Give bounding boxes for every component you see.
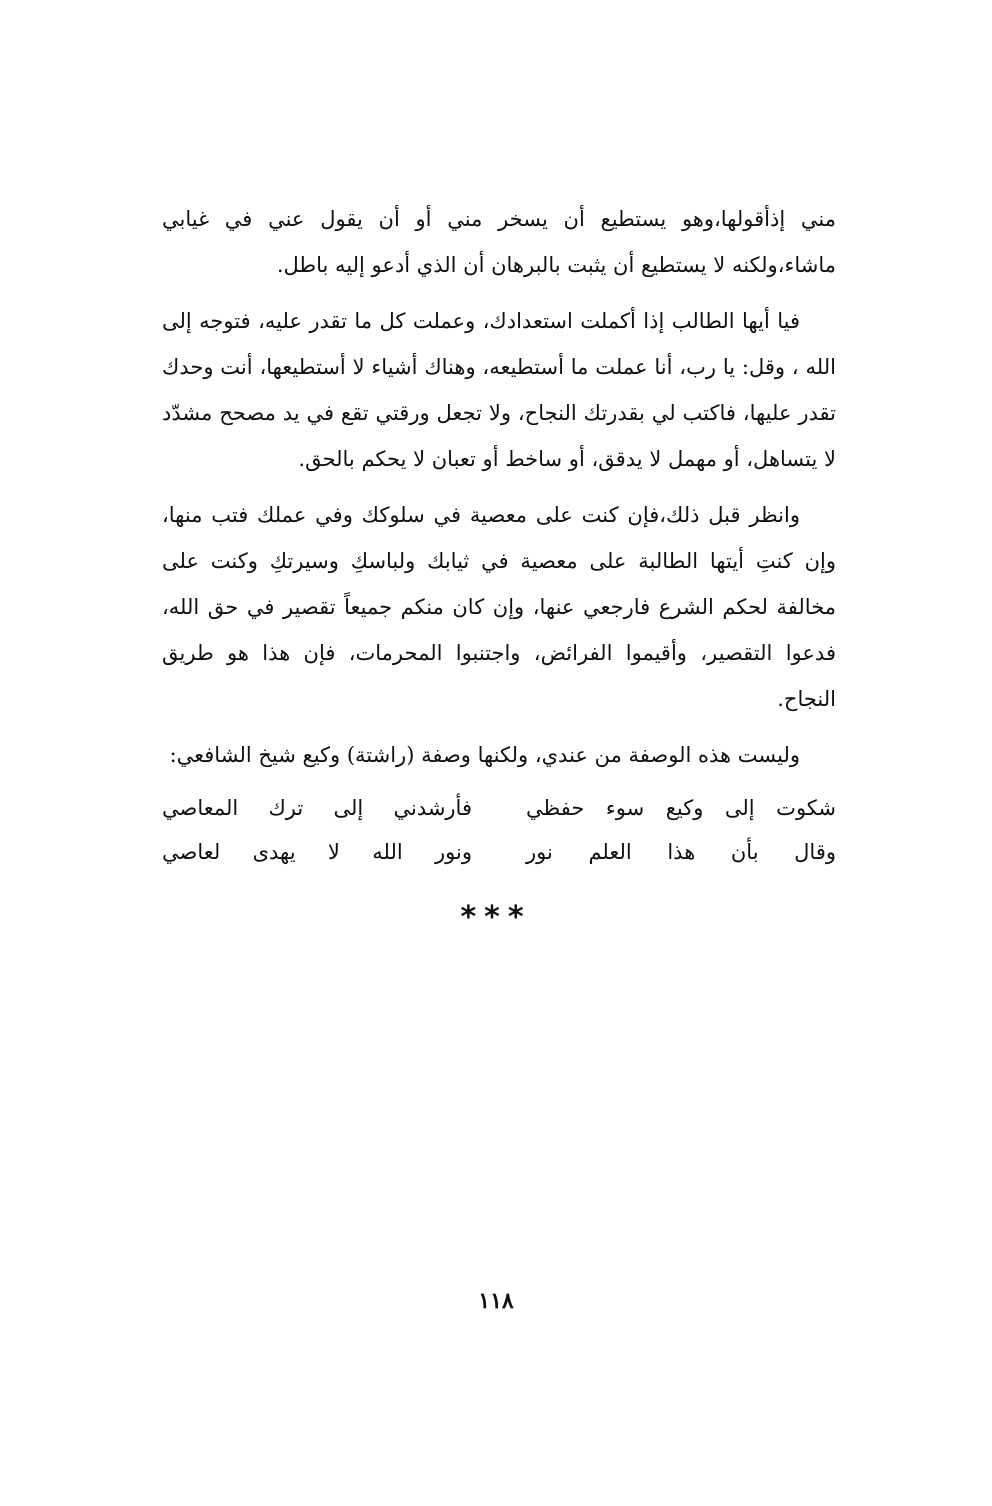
paragraph-4: وليست هذه الوصفة من عندي، ولكنها وصفة (راشتة) وكيع شيخ الشافعي: — [169, 743, 800, 767]
paragraph-2: فيا أيها الطالب إذا أكملت استعدادك، وعملت كل ما تقدر عليه، فتوجه إلى الله ، وقل: يا رب، أنا عملت ما أستطيعه، وهناك أشياء لا أستطيعها، أنت وحدك تقدر عليها، فاكتب لي بقدرتك النجاح، ولا تجعل ورقتي تقع في يد مصحح مشدّد لا يتساهل، أو مهمل لا يدقق، أو ساخط أو تعبان لا يحكم بالحق. — [162, 309, 836, 471]
paragraph-3: وانظر قبل ذلك،فإن كنت على معصية في سلوكك وفي عملك فتب منها، وإن كنتِ أيتها الطالبة على معصية في ثيابك ولباسكِ وسيرتكِ وكنت على مخالفة لحكم الشرع فارجعي عنها، وإن كان منكم جميعاً تقصير في حق الله، فدعوا التقصير، وأقيموا الفرائض، واجتنبوا المحرمات، فإن هذا هو طريق النجاح. — [162, 503, 836, 711]
poem — [162, 786, 836, 874]
verse-2-first-hemistich: وقال بأن هذا العلم نور — [526, 840, 836, 864]
section-separator: *** — [460, 900, 532, 935]
paragraph-1: مني إذأقولها،وهو يستطيع أن يسخر مني أو أن يقول عني في غيابي ماشاء،ولكنه لا يستطيع أن يثبت بالبرهان أن الذي أدعو إليه باطل. — [162, 207, 836, 277]
body-text — [162, 196, 836, 778]
verse-row — [162, 830, 836, 874]
verse-1-second-hemistich: فأرشدني إلى ترك المعاصي — [162, 796, 472, 820]
page-number: ١١٨ — [478, 1288, 514, 1314]
verse-row — [162, 786, 836, 830]
verse-2-second-hemistich: ونور الله لا يهدى لعاصي — [162, 840, 472, 864]
verse-1-first-hemistich: شكوت إلى وكيع سوء حفظي — [526, 796, 836, 820]
